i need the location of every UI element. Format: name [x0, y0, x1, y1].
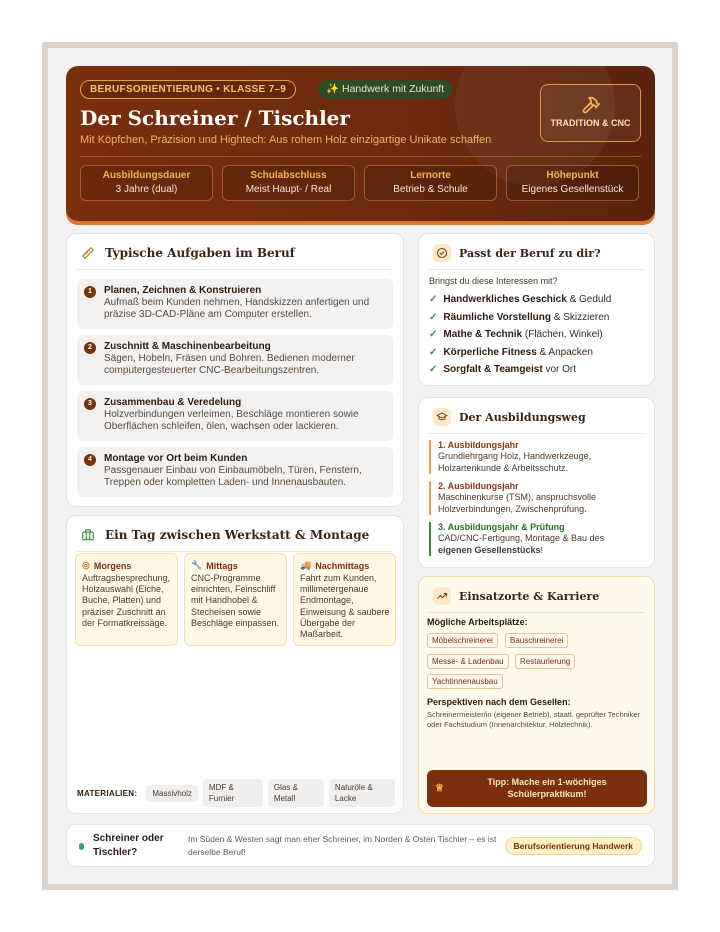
fit-item: ✓ Räumliche Vorstellung & Skizzieren [429, 312, 610, 323]
briefcase-icon [81, 526, 95, 544]
day-title: Ein Tag zwischen Werkstatt & Montage [81, 526, 369, 544]
place-chip: Bauschreinerei [505, 633, 568, 648]
check-icon: ✓ [429, 329, 438, 340]
material-chip: Naturöle & Lacke [329, 779, 395, 807]
ruler-icon [81, 244, 95, 262]
day-card [66, 515, 404, 814]
check-circle-icon [433, 244, 451, 262]
fit-item: ✓ Körperliche Fitness & Anpacken [429, 347, 593, 358]
fit-title: Passt der Beruf zu dir? [433, 244, 601, 262]
tip-box: ♕ Tipp: Mache ein 1-wöchiges Schülerpraktikum! [427, 770, 647, 807]
fit-item: ✓ Sorgfalt & Teamgeist vor Ort [429, 364, 577, 375]
check-icon: ✓ [429, 294, 438, 305]
day-slot-morning: ◎ Morgens Auftragsbesprechung, Holzauswahl (Eiche, Buche, Platten) und präziser Zuschnitt an der Formatkreissäge. [75, 553, 178, 646]
place-chip: Restaurierung [515, 654, 575, 669]
task-item: 2 Zuschnitt & Maschinenbearbeitung Sägen, Hobeln, Fräsen und Bohren. Bedienen moderner computergesteuerter CNC-Bearbeitungszentren. [77, 335, 393, 385]
tasks-title: Typische Aufgaben im Beruf [81, 244, 295, 262]
footer-badge: Berufsorientierung Handwerk [505, 837, 643, 855]
path-step: 3. Ausbildungsjahr & Prüfung CAD/CNC-Fertigung, Montage & Bau des eigenen Gesellenstücks! [429, 522, 633, 556]
place-chip: Messe- & Ladenbau [427, 654, 509, 669]
fit-item: ✓ Mathe & Technik (Flächen, Winkel) [429, 329, 603, 340]
footer-question: Schreiner oder Tischler? [93, 833, 164, 858]
tradition-badge [540, 84, 641, 142]
stat-box: Lernorte Betrieb & Schule [364, 165, 497, 201]
page-subtitle: Mit Köpfchen, Präzision und Hightech: Aus rohem Holz einzigartige Unikate schaffen [80, 134, 492, 146]
stat-box: Ausbildungsdauer 3 Jahre (dual) [80, 165, 213, 201]
places-label: Mögliche Arbeitsplätze: [427, 617, 528, 627]
worksheet [48, 48, 672, 884]
career-title: Einsatzorte & Karriere [433, 587, 599, 605]
page-title: Der Schreiner / Tischler [80, 106, 350, 130]
truck-icon: 🚚 [300, 560, 312, 570]
stat-box: Höhepunkt Eigenes Gesellenstück [506, 165, 639, 201]
materials-row [77, 779, 395, 807]
check-icon: ✓ [429, 312, 438, 323]
task-item: 3 Zusammenbau & Veredelung Holzverbindungen verleimen, Beschläge montieren sowie Oberflächen schleifen, ölen, wachsen oder lackieren. [77, 391, 393, 441]
task-item: 1 Planen, Zeichnen & Konstruieren Aufmaß beim Kunden nehmen, Handskizzen anfertigen und präzise 3D-CAD-Pläne am Computer erstellen. [77, 279, 393, 329]
wrench-icon: 🔧 [191, 560, 203, 570]
stat-box: Schulabschluss Meist Haupt- / Real [222, 165, 355, 201]
hammer-icon [579, 95, 603, 115]
footer-bar [66, 824, 655, 867]
perspectives-text: Schreinermeister/in (eigener Betrieb), staatl. geprüfter Techniker oder Fachstudium (Innenarchitektur, Holztechnik). [427, 710, 640, 729]
day-slot-noon: 🔧 Mittags CNC-Programme einrichten, Feinschliff mit Handhobel & Stecheisen sowie Beschläge einpassen. [184, 553, 287, 646]
career-card [418, 576, 655, 814]
check-icon: ✓ [429, 364, 438, 375]
divider [80, 156, 641, 157]
task-item: 4 Montage vor Ort beim Kunden Passgenauer Einbau von Einbaumöbeln, Türen, Fenstern, Treppen oder kompletten Laden- und Innenausbauten. [77, 447, 393, 497]
check-icon: ✓ [429, 347, 438, 358]
material-chip: Massivholz [146, 785, 198, 802]
category-tag: BERUFSORIENTIERUNG • KLASSE 7–9 [80, 80, 296, 99]
status-dot [79, 843, 84, 850]
trending-up-icon [433, 587, 451, 605]
fit-item: ✓ Handwerkliches Geschick & Geduld [429, 294, 612, 305]
materials-label: MATERIALIEN: [77, 788, 138, 798]
graduation-cap-icon [433, 408, 451, 426]
perspectives-label: Perspektiven nach dem Gesellen: [427, 697, 571, 707]
green-tag: ✨ Handwerk mit Zukunft [318, 80, 452, 99]
path-title: Der Ausbildungsweg [433, 408, 586, 426]
award-icon: ♕ [435, 783, 444, 794]
sparkle-icon: ✨ [326, 83, 340, 95]
day-slot-afternoon: 🚚 Nachmittags Fahrt zum Kunden, millimetergenaue Endmontage, Einweisung & saubere Übergabe der Maßarbeit. [293, 553, 396, 646]
material-chip: Glas & Metall [268, 779, 324, 807]
material-chip: MDF & Furnier [203, 779, 263, 807]
place-chip: Yachtinnenausbau [427, 674, 503, 689]
path-card [418, 397, 655, 568]
place-chip: Möbelschreinerei [427, 633, 498, 648]
fit-question: Bringst du diese Interessen mit? [429, 276, 558, 286]
path-step: 1. Ausbildungsjahr Grundlehrgang Holz, Handwerkzeuge, Holzartenkunde & Arbeitsschutz. [429, 440, 633, 474]
page-frame [42, 42, 678, 890]
fit-card [418, 233, 655, 386]
stats-row [80, 165, 639, 201]
path-step: 2. Ausbildungsjahr Maschinenkurse (TSM), anspruchsvolle Holzverbindungen, Zwischenprüfung. [429, 481, 633, 515]
tasks-card [66, 233, 404, 507]
hero-header [66, 66, 655, 221]
badge-label: TRADITION & CNC [550, 118, 631, 128]
compass-icon: ◎ [82, 560, 90, 570]
footer-text: Im Süden & Westen sagt man eher Schreiner, im Norden & Osten Tischler – es ist derselbe Beruf! [188, 834, 497, 857]
